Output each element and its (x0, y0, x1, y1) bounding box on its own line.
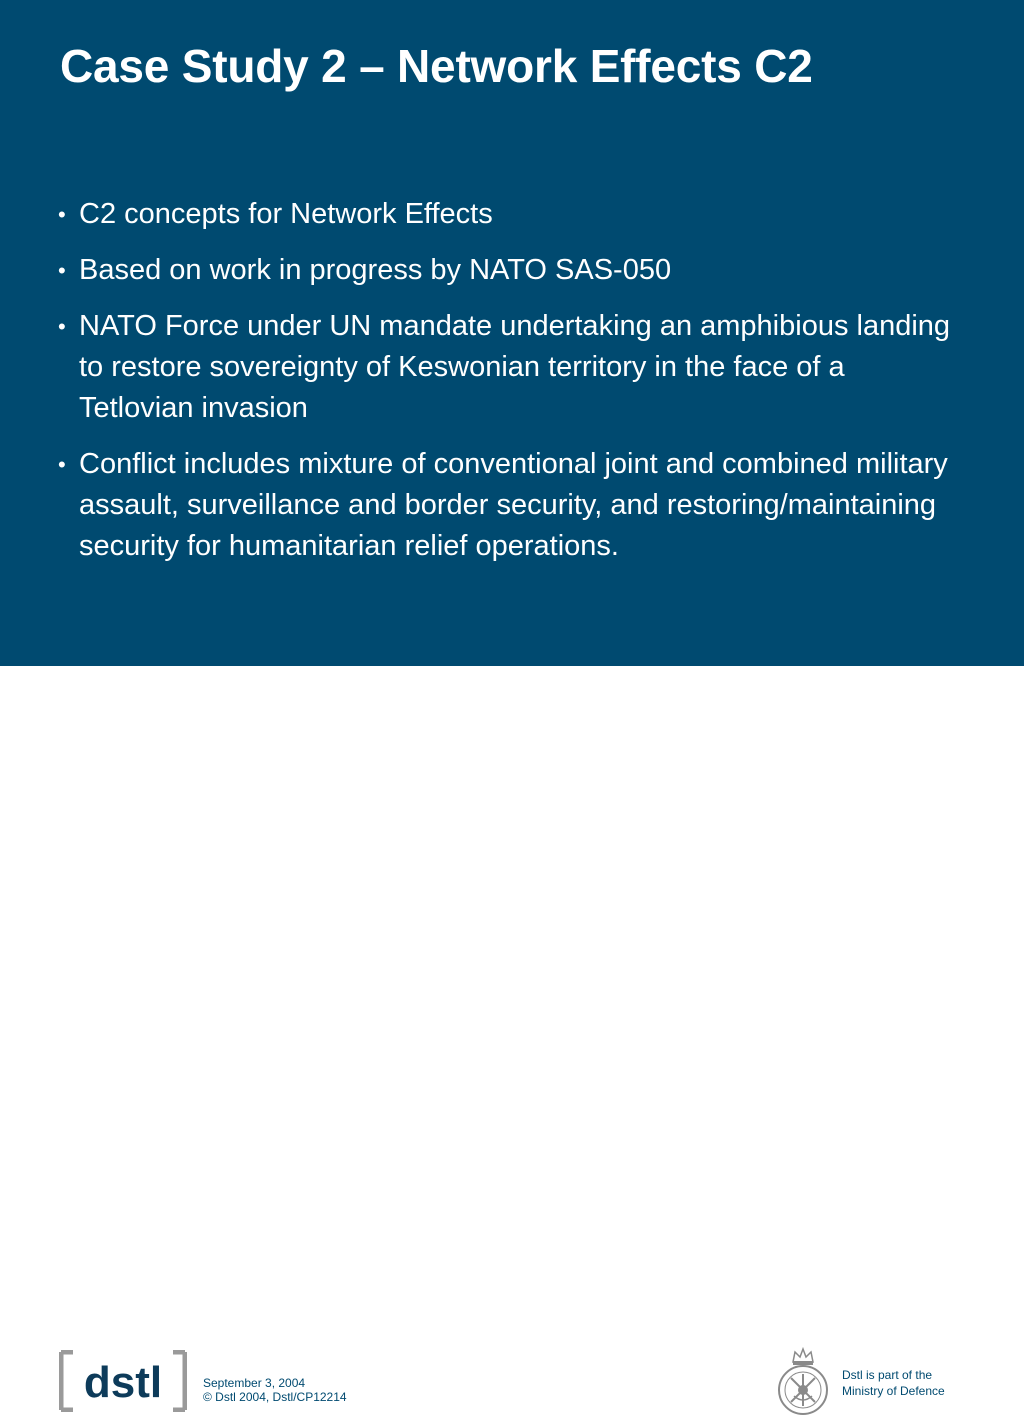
mod-line-2: Ministry of Defence (842, 1384, 945, 1398)
footer-meta (203, 1376, 347, 1404)
mod-line-1: Dstl is part of the (842, 1368, 933, 1382)
bullet-item (58, 444, 958, 567)
bullet-text: NATO Force under UN mandate undertaking an amphibious landing to restore sovereignty of Keswonian territory in the face of a Tetlovian invasion (79, 310, 951, 424)
slide-body (0, 0, 1024, 666)
bullet-text: Based on work in progress by NATO SAS-050 (79, 254, 672, 286)
dstl-logo (59, 1350, 187, 1412)
footer-date: September 3, 2004 (203, 1376, 306, 1390)
bullet-marker: • (58, 258, 66, 283)
slide-footer (0, 666, 1024, 1407)
bullet-text: Conflict includes mixture of conventional joint and combined military assault, surveillance and border security, and restoring/maintaining security for humanitarian relief operations. (79, 448, 948, 562)
bullet-text: C2 concepts for Network Effects (79, 198, 493, 230)
slide-title: Case Study 2 – Network Effects C2 (60, 40, 813, 92)
bullet-marker: • (58, 314, 66, 339)
bullet-list (58, 194, 958, 582)
bullet-item (58, 194, 958, 235)
footer-copyright: © Dstl 2004, Dstl/CP12214 (203, 1390, 347, 1404)
bullet-item (58, 306, 958, 429)
mod-affiliation (842, 1367, 945, 1399)
bullet-item (58, 250, 958, 291)
bullet-marker: • (58, 452, 66, 477)
svg-text:dstl: dstl (83, 1358, 163, 1407)
bullet-marker: • (58, 202, 66, 227)
mod-crest-icon (776, 1346, 830, 1418)
